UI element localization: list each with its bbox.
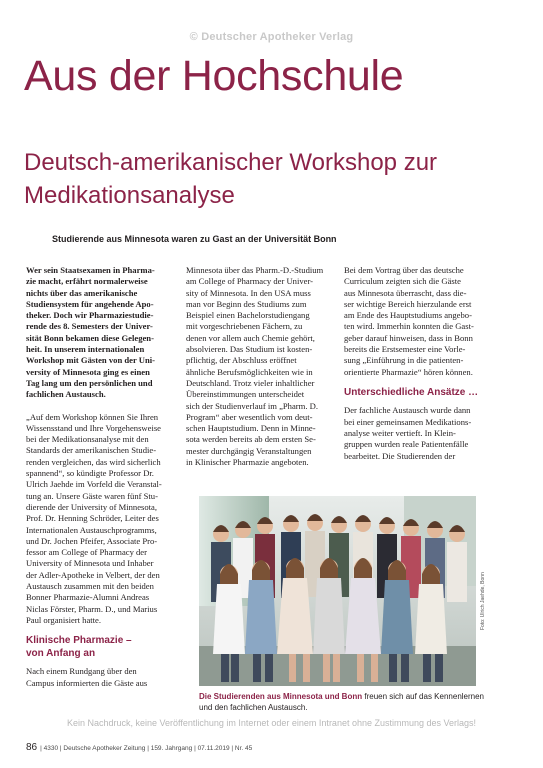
text-line: am College of Pharmacy der Univer- bbox=[186, 276, 314, 287]
text-line: Program“ aber wesentlich vom deut- bbox=[186, 411, 313, 422]
text-line: aus Minnesota überrascht, dass die- bbox=[344, 287, 467, 298]
text-line: schen Hauptstudium. Denn in Minne- bbox=[186, 423, 316, 434]
text-line: Bonner Pharmazie-Alumni Andreas bbox=[26, 592, 150, 603]
text-line: ser wichtige Bereich hierzulande erst bbox=[344, 298, 472, 309]
text-line: Studiensystem für angehende Apo- bbox=[26, 298, 154, 309]
text-line: orientierte Pharmazie“ hören können. bbox=[344, 366, 473, 377]
text-line: bei der Medikationsanalyse mit den bbox=[26, 434, 149, 445]
text-line: Standards der amerikanischen Studie- bbox=[26, 445, 157, 456]
text-line: dierende der University of Minnesota, bbox=[26, 501, 158, 512]
text-line: Minnesota über das Pharm.-D.-Studium bbox=[186, 265, 324, 275]
text-line: theker. Doch wir Pharmaziestudie- bbox=[26, 310, 154, 321]
photo-caption bbox=[199, 691, 499, 713]
text-line: Workshop mit Gästen von der Uni- bbox=[26, 355, 156, 366]
text-line: bei einer gemeinsamen Medikations- bbox=[344, 416, 472, 427]
text-line: Prof. Dr. Henning Schröder, Leiter des bbox=[26, 513, 159, 524]
page-number: 86 bbox=[26, 742, 38, 753]
text-line: Ulrich Jaehde im Vorfeld die Veranstal- bbox=[26, 479, 162, 490]
text-line: gruppen wurden reale Patientenfälle bbox=[344, 439, 469, 450]
text-line: Übereinstimmungen unterscheidet bbox=[186, 389, 305, 400]
article-headline bbox=[24, 146, 524, 212]
body-paragraph bbox=[26, 412, 181, 627]
text-line: Wer sein Staatsexamen in Pharma- bbox=[26, 265, 155, 275]
text-line: „Auf dem Workshop können Sie Ihren bbox=[26, 411, 159, 422]
text-line: geber darauf hinweisen, dass in Bonn bbox=[344, 332, 473, 343]
text-line: Beispiel einen Bachelorstudiengang bbox=[186, 310, 310, 321]
text-line: fessor am College of Pharmacy der bbox=[26, 547, 147, 558]
text-line: versity of Minnesota ging es einen bbox=[26, 366, 150, 377]
text-line: zie macht, erfährt normalerweise bbox=[26, 276, 148, 287]
section-title: Aus der Hochschule bbox=[24, 52, 404, 100]
copyright-watermark: © Deutscher Apotheker Verlag bbox=[189, 31, 354, 43]
text-line: pflichtig, der Abschluss eröffnet bbox=[186, 355, 297, 366]
text-line: bereits die Erstsemester eine Vorle- bbox=[344, 344, 466, 355]
text-line: mit vorgeschriebenen Fächern, zu bbox=[186, 321, 303, 332]
text-line: sity of Minnesota. In den USA muss bbox=[186, 287, 311, 298]
text-line: bearbeitet. Die Studierenden der bbox=[344, 450, 456, 461]
caption-text: und den fachlichen Austausch. bbox=[199, 703, 308, 712]
group-photo bbox=[199, 496, 476, 686]
caption-text: freuen sich auf das Kennenlernen bbox=[364, 692, 484, 701]
text-line: heit. In unserem internationalen bbox=[26, 344, 145, 355]
text-line: mester durchgängig Veranstaltungen bbox=[186, 445, 312, 456]
text-line: Nach einem Rundgang über den bbox=[26, 666, 137, 677]
headline-line: Medikationsanalyse bbox=[24, 182, 235, 209]
text-line: und Dr. Jochen Pfeifer, Associate Pro- bbox=[26, 535, 158, 546]
photo-credit: Foto: Ulrich Jaehde, Bonn bbox=[480, 572, 486, 630]
text-line: tung an. Unsere Gäste waren fünf Stu- bbox=[26, 490, 158, 501]
text-line: Bei dem Vortrag über das deutsche bbox=[344, 265, 464, 275]
text-line: denen vor allem auch Chemie gehört, bbox=[186, 332, 315, 343]
text-line: renden vergleichen, das wird sicherlich bbox=[26, 456, 161, 467]
text-line: Paul organisiert hatte. bbox=[26, 614, 102, 625]
text-line: ähnliche Berufsmöglichkeiten wie in bbox=[186, 366, 313, 377]
article-subheadline: Studierende aus Minnesota waren zu Gast an der Universität Bonn bbox=[52, 234, 337, 244]
text-line: Austausch zusammen mit den beiden bbox=[26, 581, 154, 592]
text-line: rende des 8. Semesters der Univer- bbox=[26, 321, 153, 332]
caption-bold: Die Studierenden aus Minnesota und Bonn bbox=[199, 692, 363, 701]
text-line: Wissensstand und Ihre Vorgehensweise bbox=[26, 422, 161, 433]
article-column-1 bbox=[26, 265, 181, 689]
headline-line: Deutsch-amerikanischer Workshop zur bbox=[24, 149, 438, 176]
text-line: Tag lang um den persönlichen und bbox=[26, 377, 153, 388]
body-paragraph bbox=[186, 265, 340, 468]
article-column-2 bbox=[186, 265, 340, 468]
copyright-notice: Kein Nachdruck, keine Veröffentlichung im Internet oder einem Intranet ohne Zustimmung des Verlags! bbox=[66, 718, 477, 728]
text-line: Curriculum zeigten sich die Gäste bbox=[344, 276, 461, 287]
text-line: Deutschland. Trotz vieler inhaltlicher bbox=[186, 377, 315, 388]
text-line: spannend“, so kündigte Professor Dr. bbox=[26, 468, 154, 479]
body-paragraph bbox=[26, 666, 181, 689]
text-line: nichts über das amerikanische bbox=[26, 287, 138, 298]
text-line: fachlichen Austausch. bbox=[26, 389, 106, 400]
group-photo-image bbox=[199, 496, 476, 686]
subheading-unterschiedliche-ansaetze: Unterschiedliche Ansätze … bbox=[344, 386, 479, 398]
text-line: man vor Beginn des Studiums zum bbox=[186, 298, 307, 309]
text-line: der Adler-Apotheke in Velbert, der den bbox=[26, 569, 160, 580]
article-column-3 bbox=[344, 265, 506, 462]
text-line: sung „Einführung in die patienten- bbox=[344, 355, 464, 366]
text-line: Campus informierten die Gäste aus bbox=[26, 677, 148, 688]
text-line: absolvieren. Das Studium ist kosten- bbox=[186, 344, 313, 355]
text-line: in Klinischer Pharmazie angeboten. bbox=[186, 457, 309, 468]
text-line: sich der Studienverlauf im „Pharm. D. bbox=[186, 400, 318, 411]
text-line: Niclas Förster, Pharm. D., und Marius bbox=[26, 603, 158, 614]
text-line: ten wird. Immerhin konnten die Gast- bbox=[344, 321, 474, 332]
text-line: University of Minnesota und Inhaber bbox=[26, 558, 154, 569]
text-line: analyse weiter vertieft. In Klein- bbox=[344, 428, 456, 439]
body-paragraph bbox=[344, 265, 506, 378]
body-paragraph bbox=[344, 405, 506, 461]
lead-paragraph bbox=[26, 265, 181, 401]
text-line: sota werden bereits ab dem ersten Se- bbox=[186, 434, 316, 445]
subheading-klinische-pharmazie: Klinische Pharmazie – von Anfang an bbox=[26, 635, 132, 659]
text-line: am Ende des Hauptstudiums angebo- bbox=[344, 310, 472, 321]
text-line: Der fachliche Austausch wurde dann bbox=[344, 405, 471, 416]
text-line: sität Bonn bekamen diese Gelegen- bbox=[26, 332, 154, 343]
footer-citation: | 4330 | Deutsche Apotheker Zeitung | 159. Jahrgang | 07.11.2019 | Nr. 45 bbox=[40, 745, 253, 752]
text-line: Internationalen Austauschprogramms, bbox=[26, 524, 157, 535]
page-footer bbox=[26, 742, 252, 753]
